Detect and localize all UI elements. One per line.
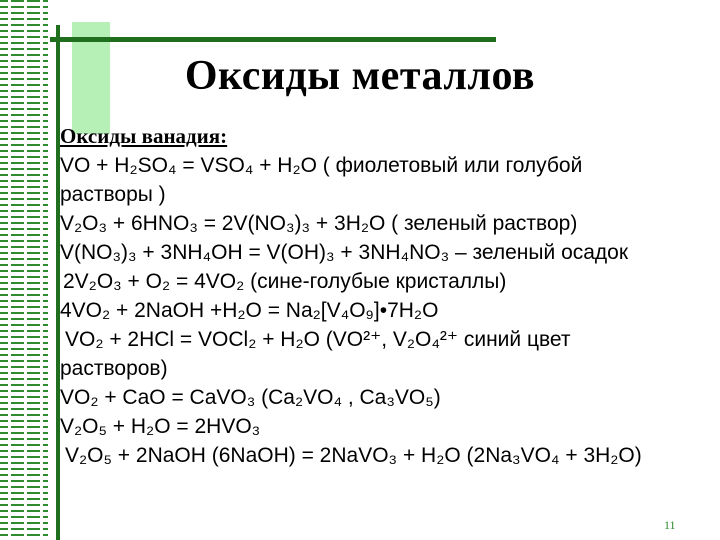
- equation-line: V₂O₅ + H₂O = 2HVO₃: [60, 415, 261, 438]
- equation-line: растворов): [60, 357, 168, 380]
- equation-line: растворы ): [60, 183, 166, 206]
- section-heading: Оксиды ванадия:: [60, 124, 228, 148]
- equation-line: 2V₂O₃ + O₂ = 4VO₂ (сине-голубые кристаллы): [63, 270, 507, 293]
- equation-line: VO₂ + 2HCl = VOCl₂ + H₂O (VO²⁺, V₂O₄²⁺ синий цвет: [65, 328, 571, 351]
- equation-line: 4VO₂ + 2NaOH +H₂O = Na₂[V₄O₉]•7H₂O: [60, 299, 439, 322]
- equation-line: V₂O₅ + 2NaOH (6NaOH) = 2NaVO₃ + H₂O (2Na₃VO₄ + 3H₂O): [65, 444, 642, 467]
- equation-line: VO + H₂SO₄ = VSO₄ + H₂O ( фиолетовый или голубой: [60, 154, 583, 177]
- slide-body: [60, 122, 715, 470]
- equation-line: V₂O₃ + 6HNO₃ = 2V(NO₃)₃ + 3H₂O ( зеленый раствор): [60, 212, 578, 235]
- equation-line: VO₂ + CaO = CaVO₃ (Ca₂VO₄ , Ca₃VO₅): [60, 386, 441, 409]
- page-number: 11: [664, 518, 676, 532]
- slide-title: Оксиды металлов: [184, 53, 536, 99]
- decorative-title-rule: [50, 37, 496, 42]
- equation-line: V(NO₃)₃ + 3NH₄OH = V(OH)₃ + 3NH₄NO₃ – зеленый осадок: [60, 241, 629, 264]
